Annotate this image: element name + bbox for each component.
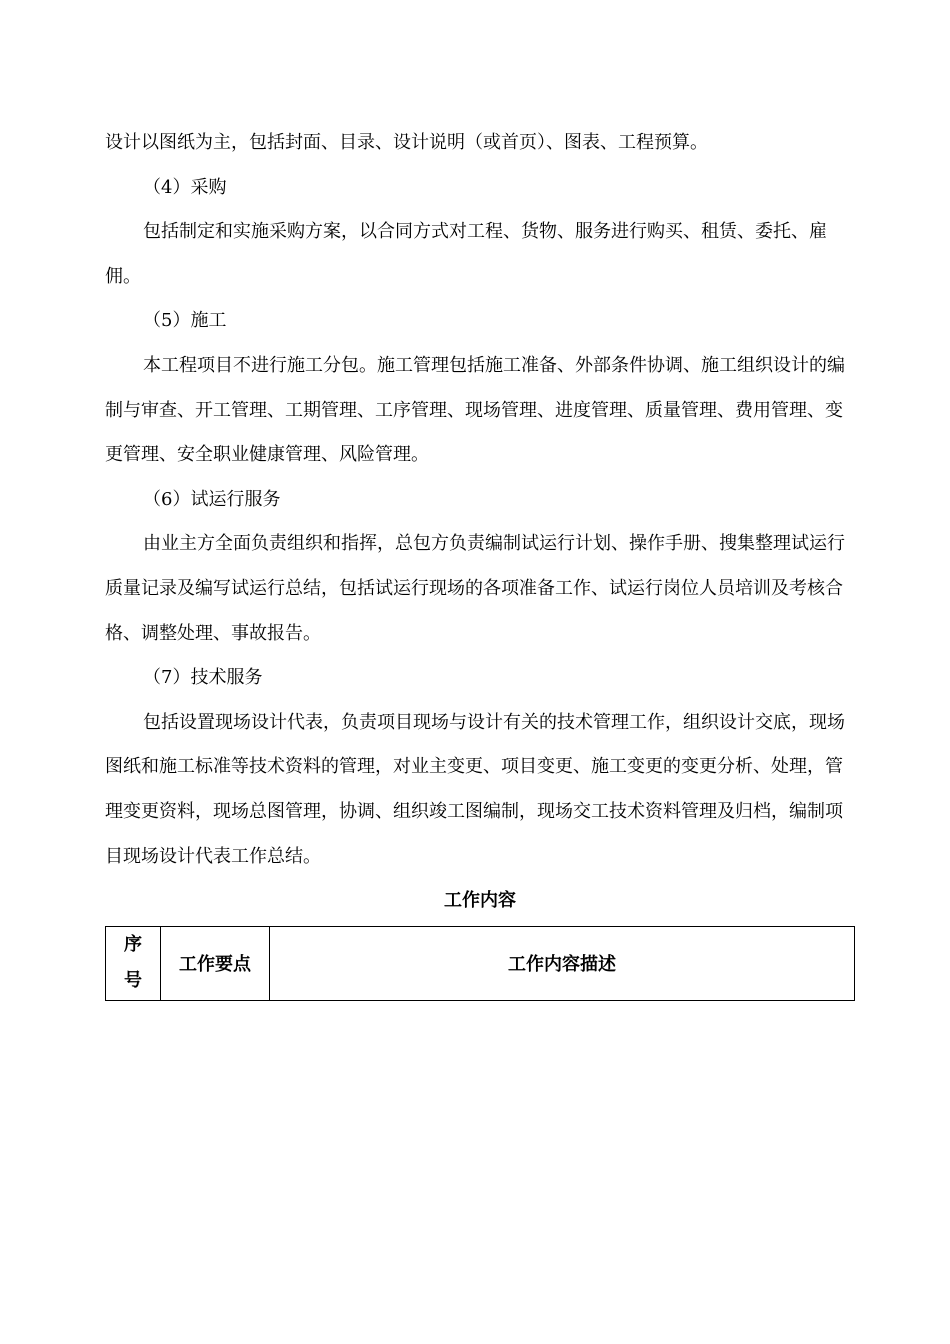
- table-title: 工作内容: [444, 890, 516, 912]
- heading-technical-service: （7）技术服务: [143, 667, 263, 689]
- header-work-point: 工作要点: [161, 926, 270, 1000]
- header-serial-line1: 序: [124, 934, 142, 956]
- paragraph-procurement: 包括制定和实施采购方案，以合同方式对工程、货物、服务进行购买、租赁、委托、雇佣。: [105, 221, 827, 287]
- table-header-row: [106, 926, 855, 1000]
- paragraph-trial-operation: 由业主方全面负责组织和指挥，总包方负责编制试运行计划、操作手册、搜集整理试运行质量记录及编写试运行总结，包括试运行现场的各项准备工作、试运行岗位人员培训及考核合格、调整处理、事故报告。: [105, 533, 845, 644]
- heading-construction: （5）施工: [143, 310, 227, 332]
- heading-trial-operation: （6）试运行服务: [143, 488, 281, 510]
- header-serial-line2: 号: [124, 970, 142, 992]
- work-content-table: [105, 926, 855, 1001]
- header-serial-number: [106, 926, 161, 1000]
- paragraph-design-scope: 设计以图纸为主，包括封面、目录、设计说明（或首页）、图表、工程预算。: [105, 132, 708, 153]
- paragraph-technical-service: 包括设置现场设计代表，负责项目现场与设计有关的技术管理工作，组织设计交底，现场图纸和施工标准等技术资料的管理，对业主变更、项目变更、施工变更的变更分析、处理，管理变更资料，现场总图管理，协调、组织竣工图编制，现场交工技术资料管理及归档，编制项目现场设计代表工作总结。: [105, 711, 845, 867]
- header-work-description: 工作内容描述: [270, 926, 855, 1000]
- paragraph-construction: 本工程项目不进行施工分包。施工管理包括施工准备、外部条件协调、施工组织设计的编制与审查、开工管理、工期管理、工序管理、现场管理、进度管理、质量管理、费用管理、变更管理、安全职业健康管理、风险管理。: [105, 354, 845, 466]
- document-page: [105, 121, 855, 1001]
- heading-procurement: （4）采购: [143, 176, 227, 198]
